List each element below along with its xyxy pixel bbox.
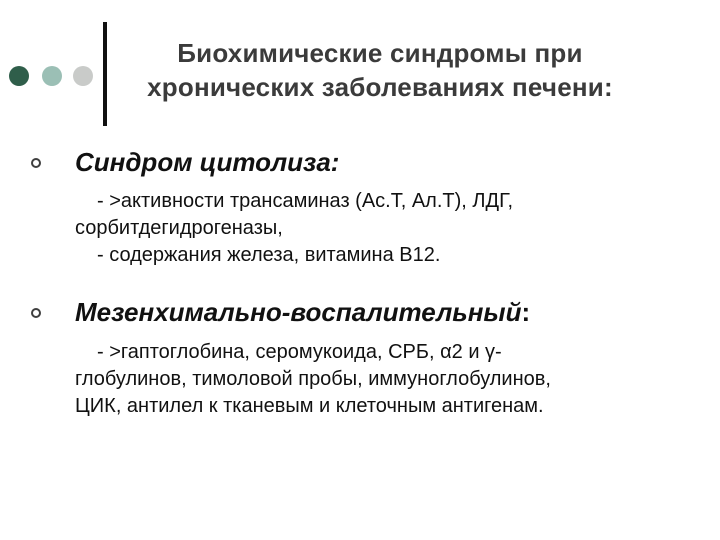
decor-dot-dark: [9, 66, 29, 86]
section-body-mesenchymal: [75, 339, 705, 420]
body-line: - содержания железа, витамина В12.: [97, 244, 441, 266]
circle-bullet-icon: [31, 158, 41, 168]
body-line: глобулинов, тимоловой пробы, иммуноглобулинов,: [75, 368, 551, 390]
section-heading-mesenchymal: [75, 296, 530, 328]
body-line: ЦИК, антилел к тканевым и клеточным антигенам.: [75, 395, 544, 417]
section-heading-text: Синдром цитолиза:: [75, 147, 340, 177]
section-body-cytolysis: [75, 188, 705, 269]
circle-bullet-icon: [31, 308, 41, 318]
slide-title: [100, 36, 660, 104]
body-line: сорбитдегидрогеназы,: [75, 217, 283, 239]
title-line-1: Биохимические синдромы при: [177, 38, 583, 68]
section-heading-text: Мезенхимально-воспалительный: [75, 297, 522, 327]
section-heading-cytolysis: [75, 146, 339, 178]
body-line: - >гаптоглобина, серомукоида, СРБ, α2 и γ-: [97, 341, 502, 363]
section-heading-colon: :: [521, 297, 531, 327]
title-line-2: хронических заболеваниях печени:: [147, 72, 613, 102]
body-line: - >активности трансаминаз (Ас.Т, Ал.Т), ЛДГ,: [97, 190, 514, 212]
decor-dot-teal: [42, 66, 62, 86]
decor-dot-gray: [73, 66, 93, 86]
